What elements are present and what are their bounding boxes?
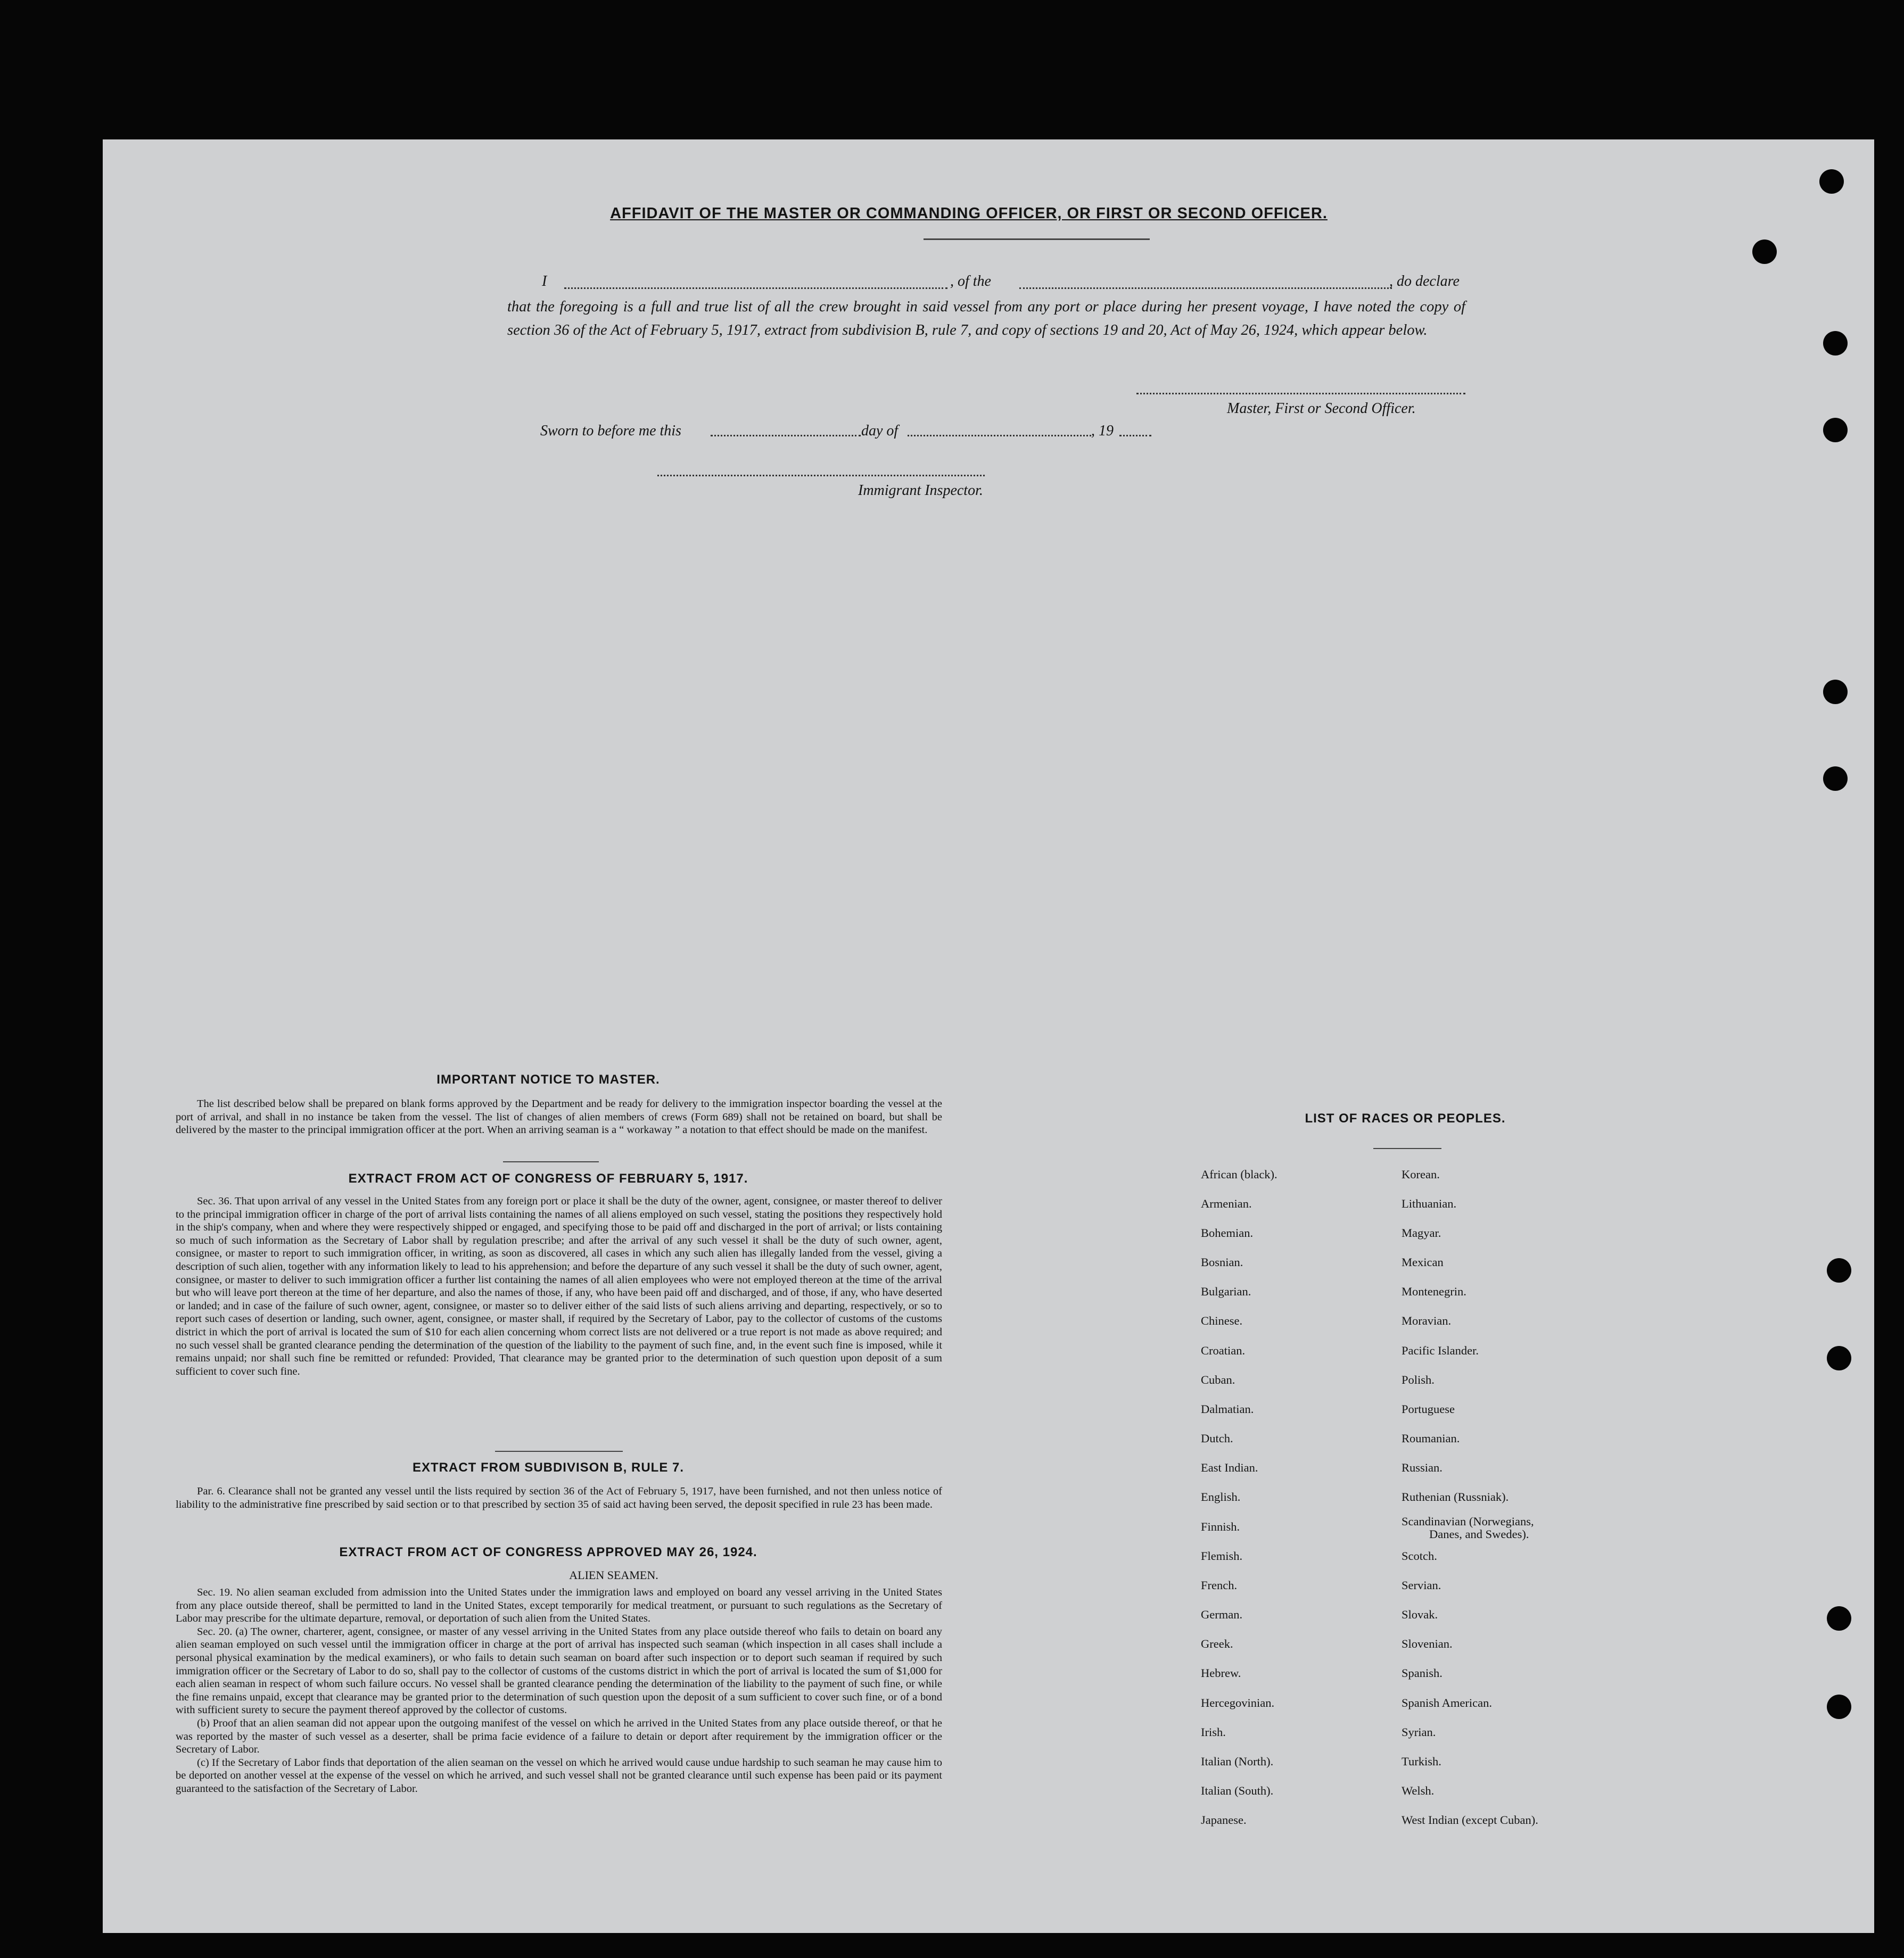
sworn-year-field[interactable] xyxy=(1119,435,1151,436)
day-of-label: day of xyxy=(861,423,899,439)
divider xyxy=(503,1161,599,1162)
race-item: Syrian. xyxy=(1402,1725,1436,1739)
punch-hole xyxy=(1823,766,1848,791)
sec19-paragraph: Sec. 19. No alien seaman excluded from admission into the United States under the immigration laws and employed on board any vessel arriving in the United States from any place outside thereof, shall be permitted to land in the United States, except temporarily for medical treatment, or pursuant to such regulations as the Secretary of Labor may prescribe for the ultimate departure, removal, or deportation of such alien from the United States. xyxy=(176,1587,942,1625)
punch-hole xyxy=(1827,1695,1851,1719)
extract-1917-text xyxy=(176,1195,942,1378)
of-the-label: , of the xyxy=(950,273,991,290)
punch-hole xyxy=(1823,331,1848,356)
divider xyxy=(495,1451,623,1452)
race-item: Bohemian. xyxy=(1201,1226,1254,1240)
race-item: Russian. xyxy=(1402,1461,1443,1474)
title-underline xyxy=(924,238,1150,240)
race-item: Italian (North). xyxy=(1201,1755,1274,1768)
race-item: Turkish. xyxy=(1402,1755,1441,1768)
race-item: Servian. xyxy=(1402,1579,1441,1592)
race-item: Korean. xyxy=(1402,1168,1440,1181)
sworn-month-field[interactable] xyxy=(908,435,1091,436)
alien-seamen-subheading: ALIEN SEAMEN. xyxy=(569,1568,658,1582)
race-item: Scandinavian (Norwegians, xyxy=(1402,1515,1534,1528)
extract-rule7-text xyxy=(176,1485,942,1511)
race-item: Spanish. xyxy=(1402,1666,1443,1680)
race-item: Moravian. xyxy=(1402,1314,1452,1327)
race-item: Spanish American. xyxy=(1402,1696,1492,1709)
master-signature-label: Master, First or Second Officer. xyxy=(1227,400,1416,417)
race-item: West Indian (except Cuban). xyxy=(1402,1813,1538,1827)
race-item: Scotch. xyxy=(1402,1549,1437,1563)
race-item: Slovak. xyxy=(1402,1608,1438,1621)
race-item: English. xyxy=(1201,1490,1241,1503)
sworn-day-field[interactable] xyxy=(711,435,861,436)
year-label: , 19 xyxy=(1091,423,1114,439)
sec20a-paragraph: Sec. 20. (a) The owner, charterer, agent, consignee, or master of any vessel arriving in the United States from any place outside thereof who fails to detain on board any alien seaman employed on such vessel until the immigration officer in charge at the port of arrival has inspected such seaman (which inspection in all cases shall include a personal physical examination by the medical examiners), or who fails to detain such seaman on board after such inspection or to deport such seaman if required by such immigration officer or the Secretary of Labor to do so, shall pay to the collector of customs of the customs district in which the port of arrival is located the sum of $1,000 for each alien seaman in respect of whom such failure occurs. No vessel shall be granted clearance pending the determination of the liability to the payment of such fine, or while the fine remains unpaid, except that clearance may be granted prior to the determination of such question upon the deposit of a sum sufficient to cover such fine, or of a bond with sufficient surety to secure the payment thereof approved by the collector of customs. xyxy=(176,1625,942,1716)
extract-1924-heading: EXTRACT FROM ACT OF CONGRESS APPROVED MAY 26, 1924. xyxy=(339,1545,757,1559)
race-item: Japanese. xyxy=(1201,1813,1247,1827)
race-item: Dutch. xyxy=(1201,1432,1233,1445)
race-item: Portuguese xyxy=(1402,1402,1455,1416)
i-label: I xyxy=(542,273,547,290)
sec36-paragraph: Sec. 36. That upon arrival of any vessel in the United States from any foreign port or place it shall be the duty of the owner, agent, consignee, or master thereof to deliver to the principal immigration officer in charge of the port of arrival lists containing the names of all aliens employed on such vessel, stating the positions they respectively hold in the ship's company, when and where they were respectively shipped or engaged, and specifying those to be paid off and discharged in the port of arrival; or lists containing so much of such information as the Secretary of Labor shall by regulation prescribe; and after the arrival of any such vessel it shall be the duty of such owner, agent, consignee, or master to report to such immigration officer, in writing, as soon as discovered, all cases in which any such alien has illegally landed from the vessel, giving a description of such alien, together with any information likely to lead to his apprehension; and before the departure of any such vessel it shall be the duty of such owner, agent, consignee, or master to deliver to such immigration officer a further list containing the names of all alien employees who were not employed thereon at the time of the arrival but who will leave port thereon at the time of her departure, and also the names of those, if any, who have been paid off and discharged, and of those, if any, who have deserted or landed; and in case of the failure of such owner, agent, consignee, or master so to deliver either of the said lists of such aliens arriving and departing, respectively, or so to report such cases of desertion or landing, such owner, agent, consignee, or master shall, if required by the Secretary of Labor, pay to the collector of customs of the customs district in which the port of arrival is located the sum of $10 for each alien concerning whom correct lists are not delivered or a true report is not made as above required; and no such vessel shall be granted clearance pending the determination of the question of the liability to the payment of such fine, and, in the event such fine is imposed, while it remains unpaid; nor shall such fine be remitted or refunded: Provided, That clearance may be granted prior to the determination of such question upon deposit of a sum sufficient to cover such fine. xyxy=(176,1195,942,1377)
race-item: Montenegrin. xyxy=(1402,1285,1466,1298)
race-item: Italian (South). xyxy=(1201,1784,1274,1797)
race-item: Finnish. xyxy=(1201,1520,1240,1533)
race-item: Magyar. xyxy=(1402,1226,1441,1240)
par6-paragraph: Par. 6. Clearance shall not be granted any vessel until the lists required by section 36 of the Act of February 5, 1917, have been furnished, and not then unless notice of liability to the administrative fine prescribed by said section or to that prescribed by section 35 of said act having been served, the deposit specified in rule 23 has been made. xyxy=(176,1485,942,1510)
notice-paragraph: The list described below shall be prepared on blank forms approved by the Department and be ready for delivery to the immigration inspector boarding the vessel at the port of arrival, and shall in no instance be taken from the vessel. The list of changes of alien members of crews (Form 689) shall not be retained on board, but shall be delivered by the master to the principal immigration officer at the port. When an arriving seaman is a “ workaway ” a notation to that effect should be made on the manifest. xyxy=(176,1098,942,1136)
race-item: Roumanian. xyxy=(1402,1432,1460,1445)
race-item-continuation: Danes, and Swedes). xyxy=(1429,1527,1529,1541)
race-item: Chinese. xyxy=(1201,1314,1243,1327)
races-title-underline xyxy=(1373,1148,1441,1149)
punch-hole xyxy=(1827,1258,1851,1283)
race-item: East Indian. xyxy=(1201,1461,1258,1474)
inspector-label: Immigrant Inspector. xyxy=(858,482,983,499)
race-item: French. xyxy=(1201,1579,1238,1592)
race-item: Pacific Islander. xyxy=(1402,1344,1479,1357)
extract-1917-heading: EXTRACT FROM ACT OF CONGRESS OF FEBRUARY 5, 1917. xyxy=(348,1171,748,1186)
race-item: Flemish. xyxy=(1201,1549,1243,1563)
race-item: Cuban. xyxy=(1201,1373,1235,1386)
race-item: Armenian. xyxy=(1201,1197,1252,1210)
races-title: LIST OF RACES OR PEOPLES. xyxy=(1305,1111,1506,1126)
race-item: Dalmatian. xyxy=(1201,1402,1254,1416)
punch-hole xyxy=(1827,1606,1851,1631)
punch-hole xyxy=(1823,680,1848,704)
race-item: Hebrew. xyxy=(1201,1666,1241,1680)
race-item: Hercegovinian. xyxy=(1201,1696,1275,1709)
race-item: Lithuanian. xyxy=(1402,1197,1457,1210)
punch-hole xyxy=(1827,1346,1851,1370)
race-item: Polish. xyxy=(1402,1373,1435,1386)
notice-heading: IMPORTANT NOTICE TO MASTER. xyxy=(436,1072,660,1087)
race-item: German. xyxy=(1201,1608,1243,1621)
sec20b-paragraph: (b) Proof that an alien seaman did not appear upon the outgoing manifest of the vessel on which he arrived in the United States from any place outside thereof, or that he was reported by the master of such vessel as a deserter, shall be prima facie evidence of a failure to detain or deport after requirement by the immigration officer or the Secretary of Labor. xyxy=(176,1717,942,1756)
race-item: Bulgarian. xyxy=(1201,1285,1251,1298)
race-item: Greek. xyxy=(1201,1637,1233,1650)
punch-hole xyxy=(1823,418,1848,442)
master-signature-field[interactable] xyxy=(1136,393,1465,394)
race-item: Slovenian. xyxy=(1402,1637,1453,1650)
affidavit-title: AFFIDAVIT OF THE MASTER OR COMMANDING OFFICER, OR FIRST OR SECOND OFFICER. xyxy=(610,205,1328,222)
notice-text xyxy=(176,1097,942,1137)
race-item: Croatian. xyxy=(1201,1344,1246,1357)
race-item: African (black). xyxy=(1201,1168,1277,1181)
name-field[interactable] xyxy=(564,287,947,289)
punch-hole xyxy=(1752,239,1777,264)
punch-hole xyxy=(1819,169,1844,194)
race-item: Bosnian. xyxy=(1201,1255,1243,1269)
race-item: Welsh. xyxy=(1402,1784,1435,1797)
race-item: Irish. xyxy=(1201,1725,1226,1739)
race-item: Mexican xyxy=(1402,1255,1444,1269)
sec20c-paragraph: (c) If the Secretary of Labor finds that deportation of the alien seaman on the vessel on which he arrived would cause undue hardship to such seaman he may cause him to be deported on another vessel at the expense of the vessel on which he arrived, and such vessel shall not be granted clearance until such expense has been paid or its payment guaranteed to the satisfaction of the Secretary of Labor. xyxy=(176,1756,942,1795)
do-declare-label: , do declare xyxy=(1389,273,1460,290)
declaration-text: that the foregoing is a full and true list of all the crew brought in said vessel from any port or place during her present voyage, I have noted the copy of section 36 of the Act of February 5, 1917, extract from subdivision B, rule 7, and copy of sections 19 and 20, Act of May 26, 1924, which appear below. xyxy=(507,299,1465,338)
vessel-field[interactable] xyxy=(1019,287,1392,289)
sworn-label: Sworn to before me this xyxy=(540,423,681,439)
inspector-signature-field[interactable] xyxy=(657,475,985,476)
extract-rule7-heading: EXTRACT FROM SUBDIVISON B, RULE 7. xyxy=(412,1460,685,1475)
extract-1924-text xyxy=(176,1586,942,1796)
race-item: Ruthenian (Russniak). xyxy=(1402,1490,1509,1503)
